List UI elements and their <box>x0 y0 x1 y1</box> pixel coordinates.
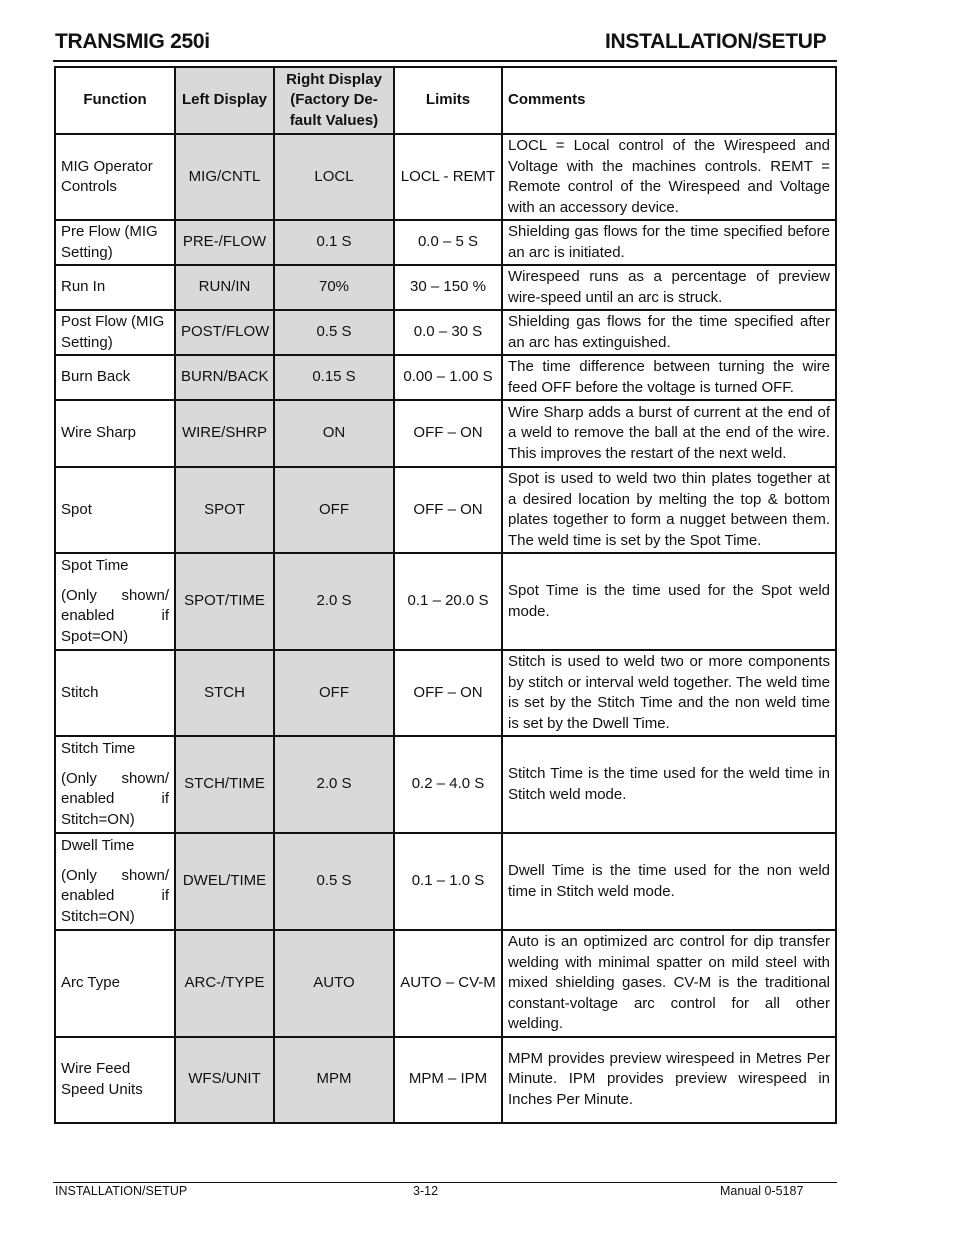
table-row <box>55 265 836 310</box>
cell-left-display: STCH <box>175 650 274 736</box>
cell-right-display: 70% <box>274 265 394 310</box>
function-name: Wire Feed Speed Units <box>61 1060 143 1098</box>
function-name: Arc Type <box>61 974 120 991</box>
function-name: Stitch Time <box>61 740 136 757</box>
cell-left-display: BURN/BACK <box>175 355 274 400</box>
cell-left-display: STCH/TIME <box>175 736 274 833</box>
cell-function <box>55 833 175 930</box>
cell-right-display: 0.1 S <box>274 220 394 265</box>
function-name: Pre Flow (MIG Setting) <box>61 223 158 261</box>
column-header-limits: Limits <box>394 67 502 134</box>
function-name: Spot <box>61 500 92 518</box>
cell-comments: The time difference between turning the wire feed OFF before the voltage is turned OFF. <box>502 355 836 400</box>
cell-limits: LOCL - REMT <box>394 134 502 220</box>
cell-right-display: AUTO <box>274 930 394 1037</box>
function-name: MIG Operator Controls <box>61 157 153 195</box>
table-row <box>55 355 836 400</box>
cell-comments: Dwell Time is the time used for the non weld time in Stitch weld mode. <box>502 833 836 930</box>
manual-number: Manual 0-5187 <box>720 1184 804 1198</box>
function-note: (Only shown/ enabled if Stitch=ON) <box>61 866 169 925</box>
document-title: TRANSMIG 250i <box>55 30 210 53</box>
table-row <box>55 930 836 1037</box>
cell-limits: 0.2 – 4.0 S <box>394 736 502 833</box>
table-row <box>55 736 836 833</box>
table-row <box>55 400 836 467</box>
cell-comments: Stitch Time is the time used for the weld time in Stitch weld mode. <box>502 736 836 833</box>
cell-left-display: WFS/UNIT <box>175 1037 274 1123</box>
cell-right-display: OFF <box>274 650 394 736</box>
cell-function <box>55 930 175 1037</box>
cell-left-display: DWEL/TIME <box>175 833 274 930</box>
cell-comments: Auto is an optimized arc control for dip transfer welding with minimal spatter on mild steel with mixed shielding gases. CV-M is the traditional constant-voltage arc control for all other welding. <box>502 930 836 1037</box>
cell-limits: 0.1 – 20.0 S <box>394 553 502 650</box>
cell-comments: Wirespeed runs as a percentage of preview wire-speed until an arc is struck. <box>502 265 836 310</box>
column-header-function: Function <box>55 67 175 134</box>
page-number: 3-12 <box>413 1184 439 1198</box>
cell-comments: Shielding gas flows for the time specified before an arc is initiated. <box>502 220 836 265</box>
cell-left-display: RUN/IN <box>175 265 274 310</box>
cell-comments: Stitch is used to weld two or more components by stitch or interval weld together. The weld time is set by the Stitch Time and the non weld time is set by the Dwell Time. <box>502 650 836 736</box>
cell-right-display: MPM <box>274 1037 394 1123</box>
cell-left-display: POST/FLOW <box>175 310 274 355</box>
cell-function <box>55 220 175 265</box>
cell-comments: LOCL = Local control of the Wirespeed and Voltage with the machines controls. REMT = Remote control of the Wirespeed and Voltage with an accessory device. <box>502 134 836 220</box>
table-row <box>55 553 836 650</box>
cell-right-display: 0.5 S <box>274 310 394 355</box>
function-name: Dwell Time <box>61 837 135 854</box>
cell-left-display: WIRE/SHRP <box>175 400 274 467</box>
function-name: Stitch <box>61 683 99 701</box>
table-row <box>55 467 836 553</box>
function-name: Run In <box>61 278 106 296</box>
table-row <box>55 134 836 220</box>
cell-limits: 0.0 – 5 S <box>394 220 502 265</box>
function-name: Spot Time <box>61 557 129 574</box>
function-note: (Only shown/ enabled if Stitch=ON) <box>61 769 169 828</box>
cell-left-display: PRE-/FLOW <box>175 220 274 265</box>
column-header-left-display: Left Display <box>175 67 274 134</box>
cell-right-display: LOCL <box>274 134 394 220</box>
cell-right-display: OFF <box>274 467 394 553</box>
cell-left-display: MIG/CNTL <box>175 134 274 220</box>
cell-function <box>55 400 175 467</box>
function-name: Post Flow (MIG Setting) <box>61 313 165 351</box>
cell-comments: Spot Time is the time used for the Spot weld mode. <box>502 553 836 650</box>
cell-function <box>55 467 175 553</box>
function-name: Wire Sharp <box>61 424 137 442</box>
cell-left-display: ARC-/TYPE <box>175 930 274 1037</box>
settings-table <box>54 66 837 1124</box>
cell-right-display: 0.15 S <box>274 355 394 400</box>
table-row <box>55 220 836 265</box>
cell-function <box>55 310 175 355</box>
section-title: INSTALLATION/SETUP <box>605 30 827 53</box>
function-name: Burn Back <box>61 368 131 386</box>
cell-comments: Wire Sharp adds a burst of current at the end of a weld to remove the ball at the end of the wire. This improves the restart of the next weld. <box>502 400 836 467</box>
table-row <box>55 833 836 930</box>
cell-limits: AUTO – CV-M <box>394 930 502 1037</box>
table-header-row <box>55 67 836 134</box>
cell-limits: 0.1 – 1.0 S <box>394 833 502 930</box>
cell-function <box>55 1037 175 1123</box>
cell-comments: MPM provides preview wirespeed in Metres Per Minute. IPM provides preview wirespeed in Inches Per Minute. <box>502 1037 836 1123</box>
function-note: (Only shown/ enabled if Spot=ON) <box>61 586 169 645</box>
cell-function <box>55 553 175 650</box>
cell-right-display: 2.0 S <box>274 553 394 650</box>
cell-right-display: 2.0 S <box>274 736 394 833</box>
cell-function <box>55 355 175 400</box>
table-row <box>55 310 836 355</box>
cell-limits: OFF – ON <box>394 400 502 467</box>
cell-limits: 0.0 – 30 S <box>394 310 502 355</box>
cell-limits: MPM – IPM <box>394 1037 502 1123</box>
cell-function <box>55 265 175 310</box>
cell-right-display: ON <box>274 400 394 467</box>
cell-function <box>55 736 175 833</box>
cell-function <box>55 650 175 736</box>
cell-left-display: SPOT <box>175 467 274 553</box>
column-header-right-display: Right Display (Factory De-fault Values) <box>274 67 394 134</box>
header-rule <box>53 60 837 62</box>
table-row <box>55 650 836 736</box>
cell-comments: Spot is used to weld two thin plates together at a desired location by melting the top & bottom plates together to form a nugget between them. The weld time is set by the Spot Time. <box>502 467 836 553</box>
footer-section: INSTALLATION/SETUP <box>55 1184 188 1198</box>
table-row <box>55 1037 836 1123</box>
cell-comments: Shielding gas flows for the time specified after an arc has extinguished. <box>502 310 836 355</box>
footer-rule <box>53 1182 837 1183</box>
cell-limits: OFF – ON <box>394 467 502 553</box>
cell-limits: OFF – ON <box>394 650 502 736</box>
cell-limits: 0.00 – 1.00 S <box>394 355 502 400</box>
column-header-comments: Comments <box>502 67 836 134</box>
cell-left-display: SPOT/TIME <box>175 553 274 650</box>
cell-right-display: 0.5 S <box>274 833 394 930</box>
cell-function <box>55 134 175 220</box>
cell-limits: 30 – 150 % <box>394 265 502 310</box>
